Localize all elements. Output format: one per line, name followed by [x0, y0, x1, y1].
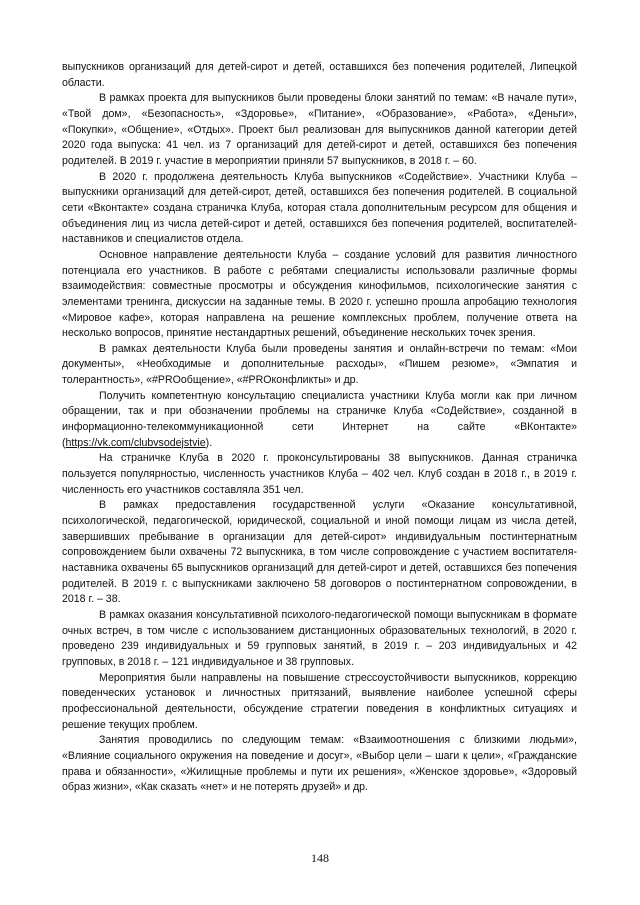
consultation-text: Получить компетентную консультацию специалиста участники Клуба могли как при личном обращении, так и при обозначении проблемы на страничке Клуба «СоДействие», созданной в информационно-телекоммуникационной сети Интернет на сайте «ВКонтакте» (: [62, 389, 577, 449]
paragraph-graduates-continuation: выпускников организаций для детей-сирот и детей, оставшихся без попечения родителей, Липецкой области.: [62, 61, 577, 89]
page-number: 148: [311, 851, 329, 865]
text-body: [62, 60, 577, 796]
paragraph-club-page-stats: На страничке Клуба в 2020 г. проконсультированы 38 выпускников. Данная страничка пользуется популярностью, численность участников Клуба – 402 чел. Клуб создан в 2018 г., в 2019 г. численность его участников составляла 351 чел.: [62, 452, 577, 496]
paragraph-club-activity: В 2020 г. продолжена деятельность Клуба выпускников «Содействие». Участники Клуба – выпускники организаций для детей-сирот, детей, оставшихся без попечения родителей. В социальной сети «Вконтакте» создана страничка Клуба, которая стала дополнительным ресурсом для общения и объединения лиц из числа детей-сирот и детей, оставшихся без попечения родителей, воспитателей-наставников и специалистов отдела.: [62, 170, 577, 246]
paragraph-consultation: [62, 389, 577, 452]
paragraph-events-goals: Мероприятия были направлены на повышение стрессоустойчивости выпускников, коррекцию поведенческих установок и личностных притязаний, выявление наиболее успешной сферы профессиональной деятельности, обсуждение стратегии поведения в конфликтных ситуациях и решение текущих проблем.: [62, 671, 577, 731]
paragraph-session-topics: Занятия проводились по следующим темам: «Взаимоотношения с близкими людьми», «Влияние социального окружения на поведение и досуг», «Выбор цели – шаги к цели», «Гражданские права и обязанности», «Жилищные проблемы и пути их решения», «Женское здоровье», «Здоровый образ жизни», «Как сказать «нет» и не потерять друзей» и др.: [62, 734, 577, 794]
paragraph-state-service: В рамках предоставления государственной услуги «Оказание консультативной, психологической, педагогической, юридической, социальной и иной помощи лицам из числа детей, завершивших пребывание в организации для детей-сирот» индивидуальным постинтернатным сопровождением были охвачены 72 выпускника, в том числе сопровождение с участием воспитателя-наставника охвачены 65 выпускников организаций для детей-сирот и детей, оставшихся без попечения родителей. В 2019 г. с выпускниками заключено 58 договоров о постинтернатном сопровождении, в 2018 г. – 38.: [62, 499, 577, 606]
paragraph-club-direction: Основное направление деятельности Клуба – создание условий для развития личностного потенциала его участников. В работе с ребятами специалисты использовали различные формы взаимодействия: совместные просмотры и обсуждения кинофильмов, психологические занятия с элементами тренинга, дискуссии на заданные темы. В 2020 г. успешно прошла апробацию технология «Мировое кафе», которая направлена на решение комплексных проблем, получение ответа на несколько вопросов, принятие нестандартных решений, объединение нескольких точек зрения.: [62, 248, 577, 340]
vk-club-link[interactable]: https://vk.com/clubvsodejstvie: [65, 436, 206, 449]
paragraph-club-topics: В рамках деятельности Клуба были проведены занятия и онлайн-встречи по темам: «Мои документы», «Необходимые и дополнительные расходы», «Пишем резюме», «Эмпатия и толерантность», «#PROобщение», «#PROконфликты» и др.: [62, 342, 577, 387]
consultation-text-end: ).: [205, 436, 213, 449]
paragraph-consultative-help: В рамках оказания консультативной психолого-педагогической помощи выпускникам в формате очных встреч, в том числе с использованием дистанционных образовательных технологий, в 2020 г. проведено 239 индивидуальных и 59 групповых занятий, в 2019 г. – 203 индивидуальных и 42 групповых, в 2018 г. – 121 индивидуальное и 38 групповых.: [62, 608, 577, 668]
paragraph-project-blocks: В рамках проекта для выпускников были проведены блоки занятий по темам: «В начале пути», «Твой дом», «Безопасность», «Здоровье», «Питание», «Образование», «Работа», «Деньги», «Покупки», «Общение», «Отдых». Проект был реализован для выпускников данной категории детей 2020 года выпуска: 41 чел. из 7 организаций для детей-сирот и детей, оставшихся без попечения родителей. В 2019 г. участие в мероприятии приняли 57 выпускников, в 2018 г. – 60.: [62, 92, 577, 167]
